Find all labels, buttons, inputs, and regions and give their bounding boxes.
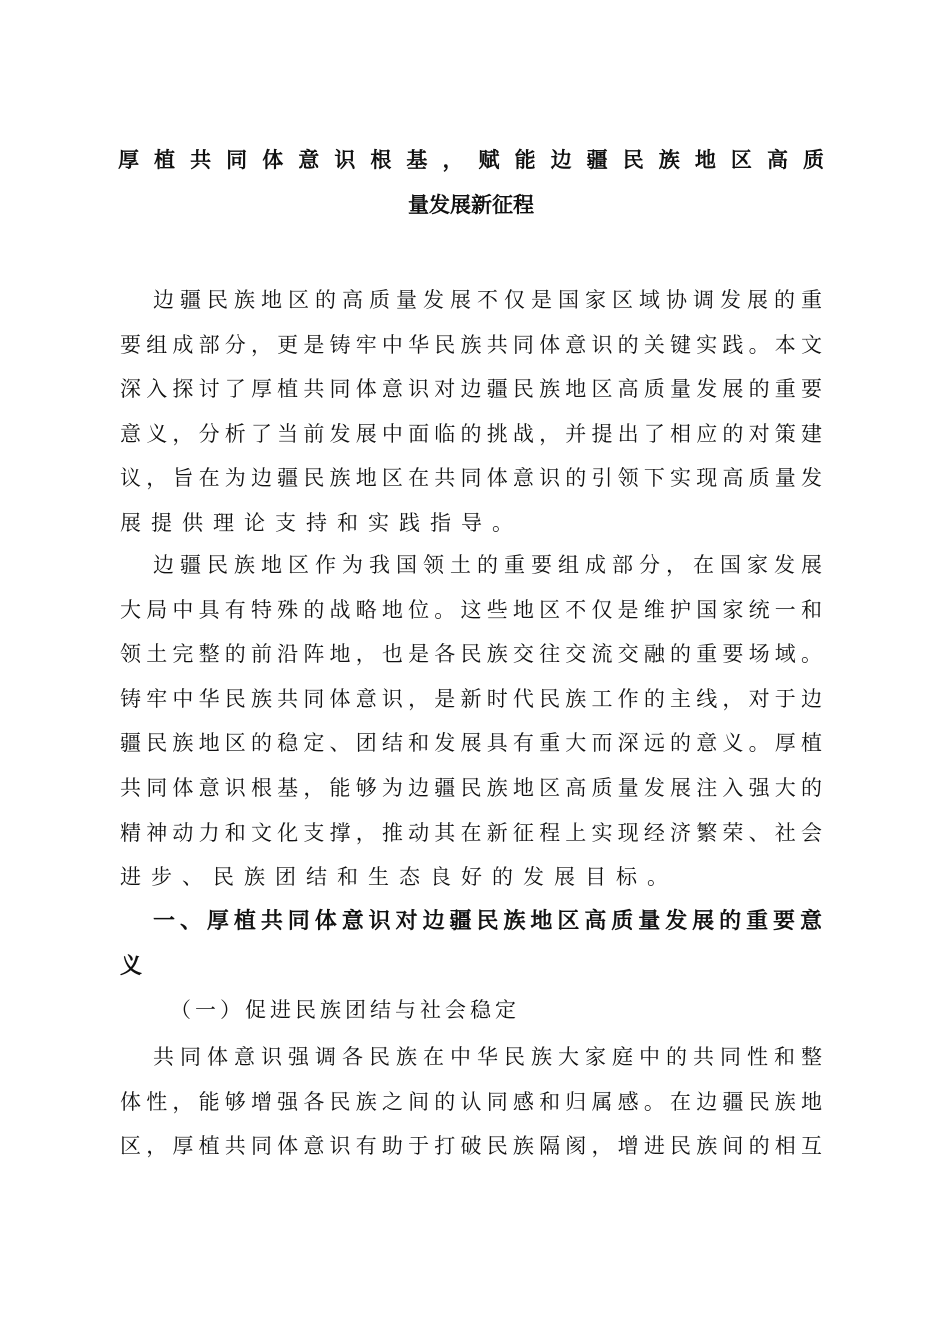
document-title	[118, 138, 824, 228]
text-line: 区，厚植共同体意识有助于打破民族隔阂，增进民族间的相互	[120, 1134, 822, 1159]
title-line: 厚植共同体意识根基，赋能边疆民族地区高质	[118, 147, 824, 172]
subsection-heading	[120, 988, 822, 1033]
text-line: 意义，分析了当前发展中面临的挑战，并提出了相应的对策建	[120, 421, 822, 446]
intro-paragraph	[120, 278, 822, 546]
text-line: 共同体意识强调各民族在中华民族大家庭中的共同性和整	[153, 1045, 822, 1069]
text-line: 疆民族地区的稳定、团结和发展具有重大而深远的意义。厚植	[120, 731, 822, 756]
text-line: 进步、民族团结和生态良好的发展目标。	[120, 865, 678, 890]
text-line: 深入探讨了厚植共同体意识对边疆民族地区高质量发展的重要	[120, 377, 822, 402]
text-line: 边疆民族地区作为我国领土的重要组成部分，在国家发展	[153, 553, 822, 577]
title-line: 量发展新征程	[408, 192, 534, 217]
text-line: 铸牢中华民族共同体意识，是新时代民族工作的主线，对于边	[120, 686, 822, 711]
text-line: 共同体意识根基，能够为边疆民族地区高质量发展注入强大的	[120, 775, 822, 800]
heading-line: 义	[120, 953, 143, 979]
heading-line: 一、厚植共同体意识对边疆民族地区高质量发展的重要意	[153, 909, 822, 934]
section-paragraph	[120, 1035, 822, 1169]
text-line: 要组成部分，更是铸牢中华民族共同体意识的关键实践。本文	[120, 332, 822, 357]
subheading-line: （一）促进民族团结与社会稳定	[170, 998, 520, 1022]
text-line: 展提供理论支持和实践指导。	[120, 510, 523, 535]
text-line: 体性，能够增强各民族之间的认同感和归属感。在边疆民族地	[120, 1089, 822, 1114]
text-line: 领土完整的前沿阵地，也是各民族交往交流交融的重要场域。	[120, 642, 822, 667]
background-paragraph	[120, 543, 822, 900]
section-heading	[120, 900, 822, 989]
text-line: 边疆民族地区的高质量发展不仅是国家区域协调发展的重	[153, 288, 822, 312]
text-line: 精神动力和文化支撑，推动其在新征程上实现经济繁荣、社会	[120, 820, 822, 845]
text-line: 议，旨在为边疆民族地区在共同体意识的引领下实现高质量发	[120, 466, 822, 491]
text-line: 大局中具有特殊的战略地位。这些地区不仅是维护国家统一和	[120, 597, 822, 622]
